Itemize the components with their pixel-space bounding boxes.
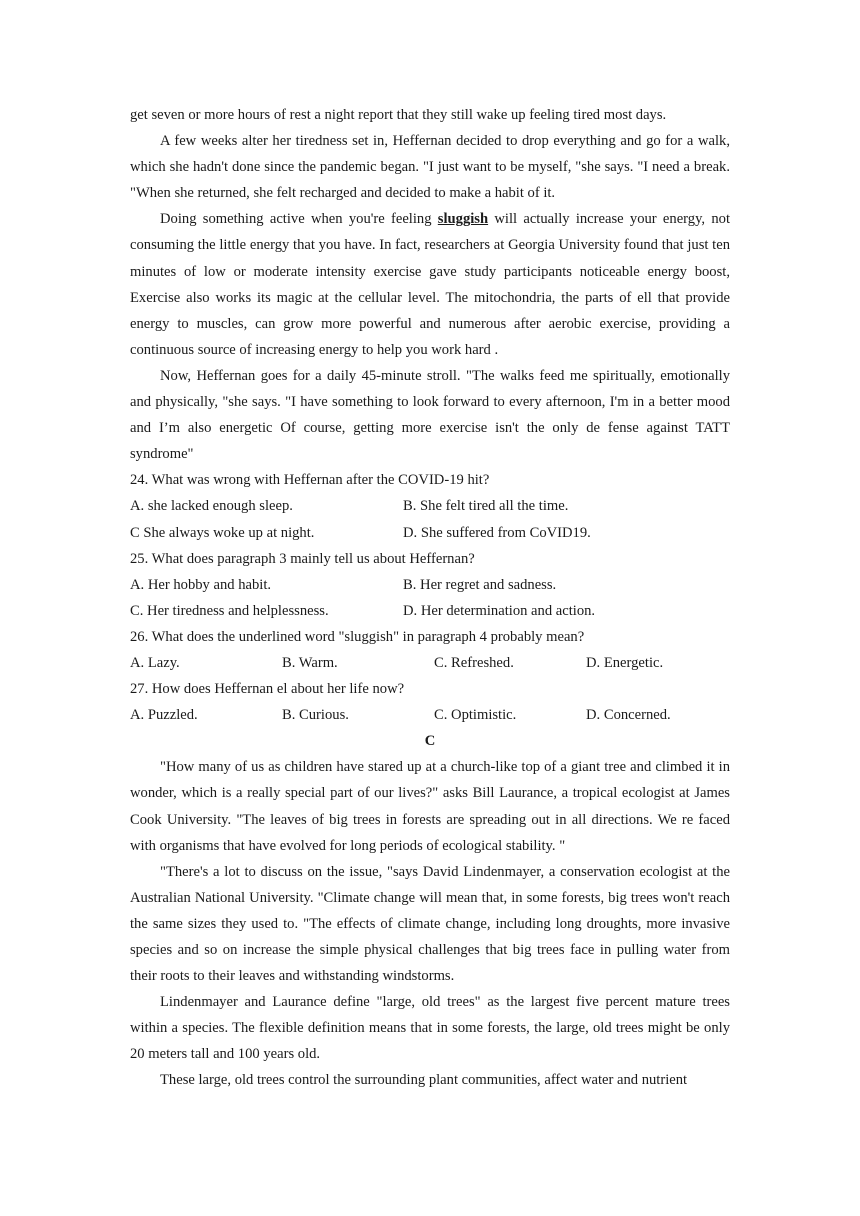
question-24-option-b: B. She felt tired all the time. [403,498,569,515]
question-26-option-b: B. Warm. [282,654,338,671]
question-26-option-d: D. Energetic. [586,654,664,671]
underlined-word-sluggish: sluggish [437,211,489,228]
paragraph-c1: "How many of us as children have stared up at a church-like top of a giant tree and climbed it in wonder, which is a really special part of our lives?" asks Bill Laurance, a tropical ecologist at James Cook University. "The leaves of big trees in forests are spreading out in all directions. We re faced with organisms that have evolved for long periods of ecological stability. " [130,759,730,854]
question-24-options-row2 [130,520,730,546]
paragraph-b1: get seven or more hours of rest a night report that they still wake up feeling tired most days. [130,107,667,123]
question-27-option-b: B. Curious. [282,707,349,724]
question-26-options [130,650,730,676]
question-25-option-b: B. Her regret and sadness. [403,576,557,593]
question-25-option-a: A. Her hobby and habit. [130,576,272,593]
document-page [130,102,730,1094]
question-26-option-a: A. Lazy. [130,654,180,671]
question-26-option-c: C. Refreshed. [434,654,514,671]
question-27-option-d: D. Concerned. [586,707,671,724]
question-25-options-row2 [130,598,730,624]
question-27-options [130,702,730,728]
paragraph-b2: A few weeks alter her tiredness set in, Heffernan decided to drop everything and go for a walk, which she hadn't done since the pandemic began. "I just want to be myself, "she says. "I need a break. "When she returned, she felt recharged and decided to make a habit of it. [130,133,730,202]
question-25-stem: 25. What does paragraph 3 mainly tell us about Heffernan? [130,550,475,567]
question-27-option-a: A. Puzzled. [130,707,198,724]
paragraph-b3 [130,206,730,363]
paragraph-c2: "There's a lot to discuss on the issue, "says David Lindenmayer, a conservation ecologist at the Australian National University. "Climate change will mean that, in some forests, big trees won't reach the same sizes they used to. "The effects of climate change, including long droughts, more invasive species and so on increase the simple physical challenges that big trees face in pulling water from their roots to their leaves and withstanding windstorms. [130,863,730,985]
section-c-heading: C [424,733,436,750]
paragraph-b4: Now, Heffernan goes for a daily 45-minute stroll. "The walks feed me spiritually, emotionally and physically, "she says. "I have something to look forward to every afternoon, I'm in a better mood and I’m also energetic Of course, getting more exercise isn't the only de fense against TATT syndrome" [130,367,730,463]
question-25-option-d: D. Her determination and action. [403,602,596,619]
question-27-stem: 27. How does Heffernan el about her life now? [130,681,405,698]
paragraph-b3-after: will actually increase your energy, not consuming the little energy that you have. In fact, researchers at Georgia University found that just ten minutes of low or moderate intensity exercise gave study participants noticeable energy boost, Exercise also works its magic at the cellular level. The mitochondria, the parts of ell that provide energy to muscles, can grow more powerful and numerous after aerobic exercise, providing a continuous source of increasing energy to help you work hard . [130,211,730,358]
question-24-option-c: C She always woke up at night. [130,524,315,541]
question-26-stem: 26. What does the underlined word "sluggish" in paragraph 4 probably mean? [130,628,585,645]
question-24-options-row1 [130,493,730,519]
question-27-option-c: C. Optimistic. [434,707,517,724]
paragraph-b3-before: Doing something active when you're feeling [160,211,438,228]
paragraph-c4: These large, old trees control the surrounding plant communities, affect water and nutrient [160,1072,688,1089]
paragraph-c3: Lindenmayer and Laurance define "large, old trees" as the largest five percent mature trees within a species. The flexible definition means that in some forests, the large, old trees might be only 20 meters tall and 100 years old. [130,994,730,1063]
question-25-option-c: C. Her tiredness and helplessness. [130,602,329,619]
question-24-option-d: D. She suffered from CoVID19. [403,524,591,541]
question-24-stem: 24. What was wrong with Heffernan after the COVID-19 hit? [130,472,490,489]
question-24-option-a: A. she lacked enough sleep. [130,498,293,515]
question-25-options-row1 [130,572,730,598]
